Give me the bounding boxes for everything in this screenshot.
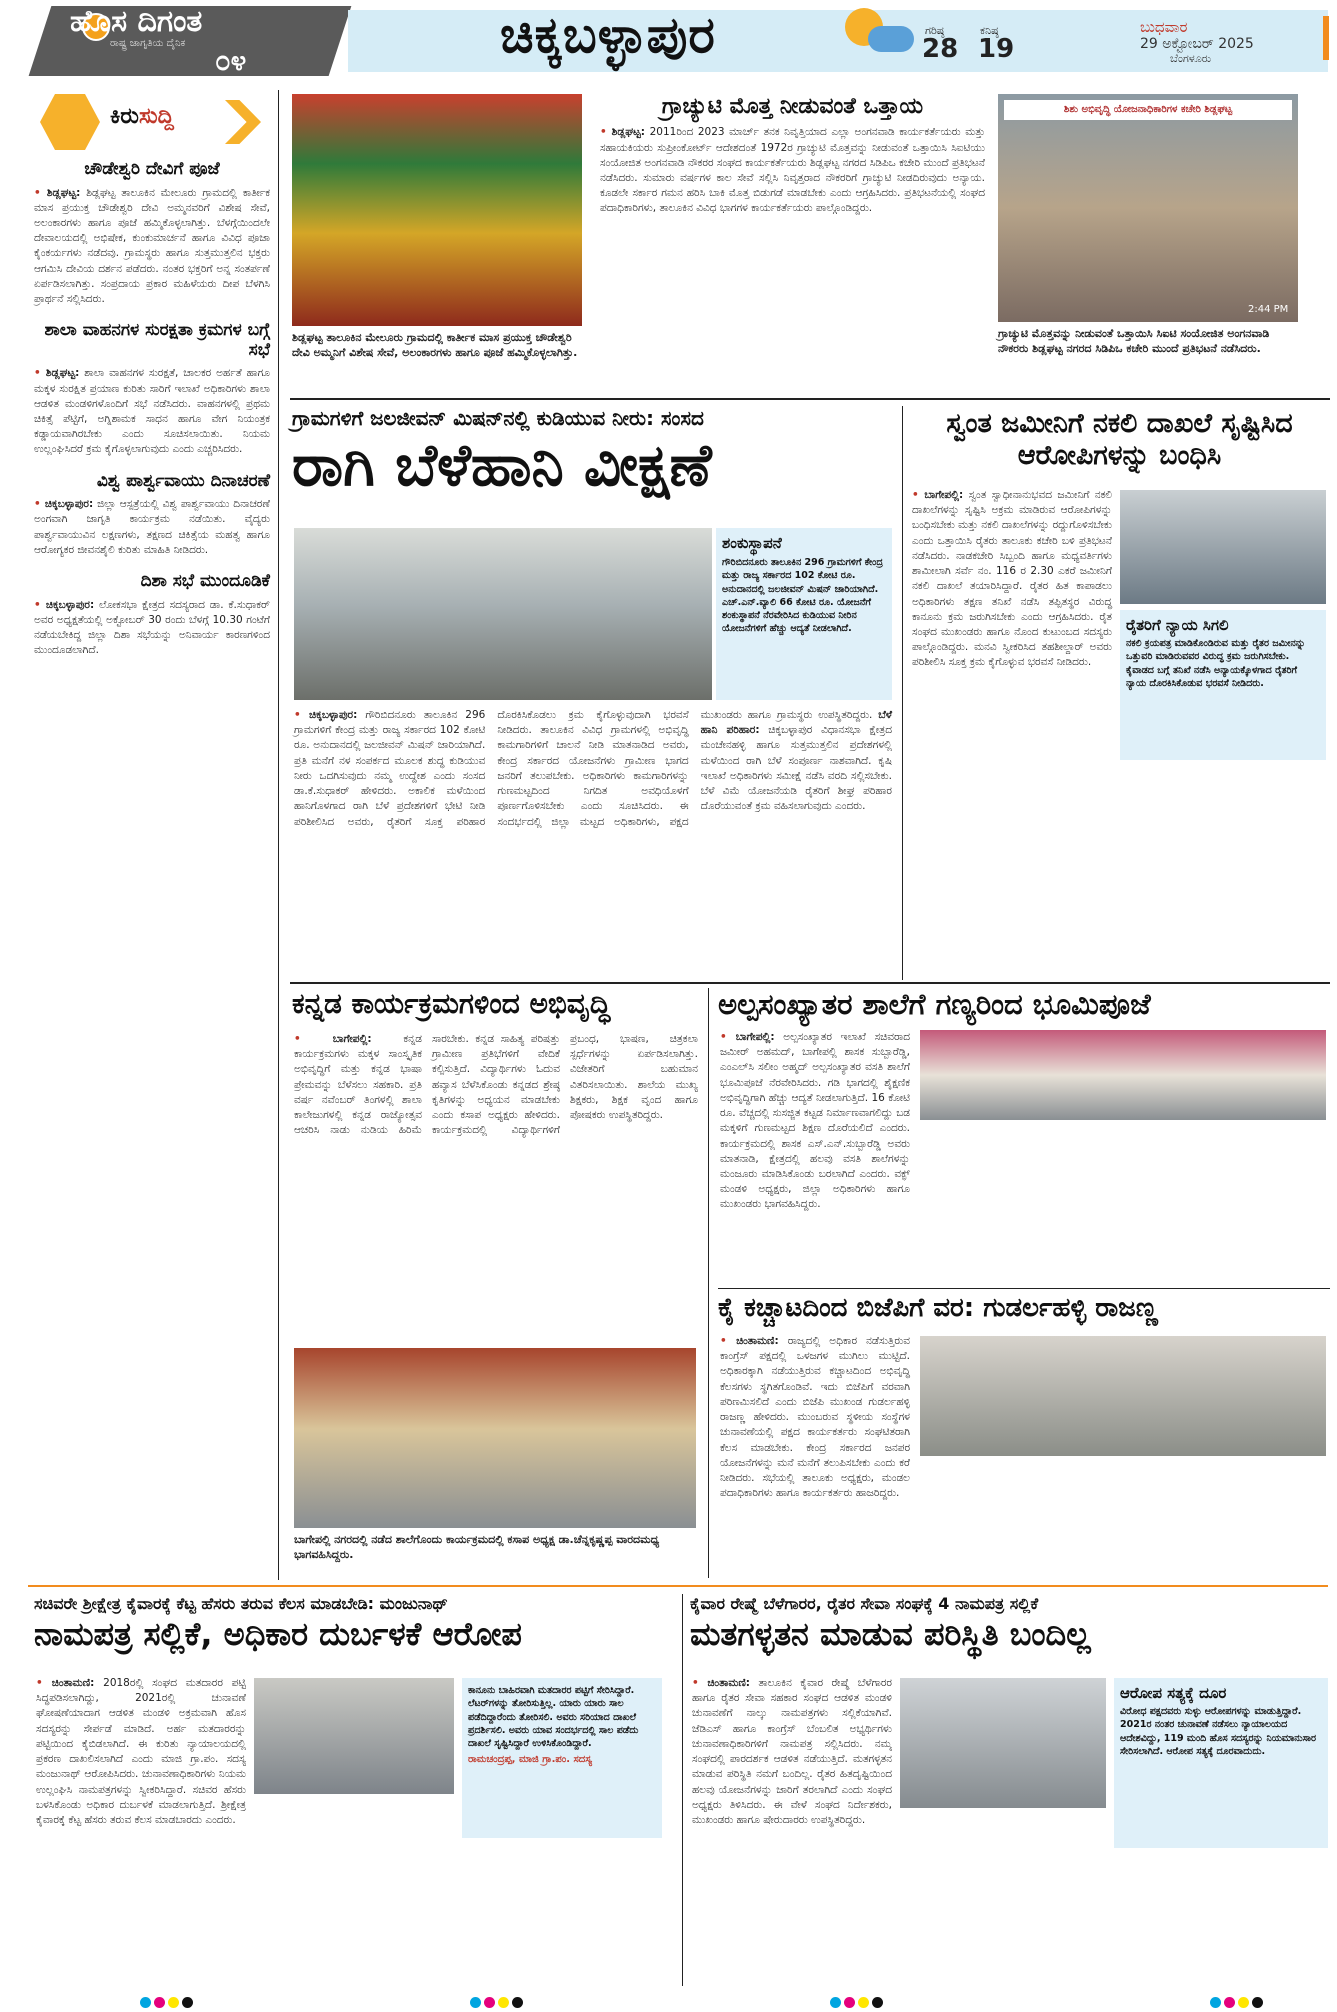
masthead bbox=[0, 0, 1337, 80]
logo-tagline: ರಾಷ್ಟ್ರ ಜಾಗೃತಿಯ ದೈನಿಕ bbox=[110, 38, 186, 49]
story-body: • ಶಿಡ್ಲಘಟ್ಟ: 2011ರಿಂದ 2023 ಮಾರ್ಚ್ ತನಕ ನಿವೃತ್ತಿಯಾದ ಎಲ್ಲಾ ಅಂಗನವಾಡಿ ಕಾರ್ಯಕರ್ತೆಯರು ಮತ್ತು ಸಹಾಯಕಿಯರು ಸುಪ್ರೀಂಕೋರ್ಟ್ ಆದೇಶದಂತೆ 1972ರ ಗ್ರಾಚ್ಯುಟಿ ಮೊತ್ತವನ್ನು ನೀಡುವಂತೆ ಒತ್ತಾಯಿಸಿ ಸಿಐಟಿಯು ಸಂಯೋಜಿತ ಅಂಗನವಾಡಿ ನೌಕರರ ಸಂಘದ ಕಾರ್ಯಕರ್ತೆಯರು ಶಿಡ್ಲಘಟ್ಟ ನಗರದ ಸಿಡಿಪಿಒ ಕಚೇರಿ ಮುಂದೆ ಪ್ರತಿಭಟನೆ ನಡೆಸಿದರು. ಸುಮಾರು ವರ್ಷಗಳ ಕಾಲ ಸೇವೆ ಸಲ್ಲಿಸಿ ನಿವೃತ್ತರಾದ ನೌಕರರಿಗೆ ಗ್ರಾಚ್ಯುಟಿ ನೀಡದಿರುವುದು ಅನ್ಯಾಯ. ಕೂಡಲೇ ಸರ್ಕಾರ ಗಮನ ಹರಿಸಿ ಬಾಕಿ ಮೊತ್ತ ಬಿಡುಗಡೆ ಮಾಡಬೇಕು ಎಂದು ಆಗ್ರಹಿಸಿದರು. ಪ್ರತಿಭಟನೆಯಲ್ಲಿ ಸಂಘದ ಪದಾಧಿಕಾರಿಗಳು, ತಾಲೂಕಿನ ವಿವಿಧ ಭಾಗಗಳ ಕಾರ್ಯಕರ್ತೆಯರು ಪಾಲ್ಗೊಂಡಿದ್ದರು. bbox=[600, 126, 985, 215]
temple-photo bbox=[292, 94, 582, 326]
temp-min: 19 bbox=[978, 34, 1015, 64]
cloud-icon bbox=[868, 26, 914, 52]
quote-text: ಕಾನೂನು ಬಾಹಿರವಾಗಿ ಮತದಾರರ ಪಟ್ಟಿಗೆ ಸೇರಿಸಿದ್ದಾರೆ. ಲೆಟರ್‌ಗಳನ್ನು ತೋರಿಸುತ್ತಿಲ್ಲ. ಯಾರು ಯಾರು ಸಾಲ ಪಡೆದಿದ್ದಾರೆಂದು ತೋರಿಸಲಿ. ಅವರು ಸರಿಯಾದ ದಾಖಲೆ ಪ್ರದರ್ಶಿಸಲಿ. ಅವರು ಯಾವ ಸಂದರ್ಭದಲ್ಲಿ ಸಾಲ ಪಡೆದು ದಾಖಲೆ ಸೃಷ್ಟಿಸಿದ್ದಾರೆ ಉಳಿಸಿಕೊಂಡಿದ್ದಾರೆ. bbox=[468, 1685, 639, 1750]
color-registration-marks bbox=[830, 1993, 886, 2005]
story-title: ಗ್ರಾಚ್ಯುಟಿ ಮೊತ್ತ ನೀಡುವಂತೆ ಒತ್ತಾಯ bbox=[661, 94, 924, 119]
story-text: 2011ರಿಂದ 2023 ಮಾರ್ಚ್ ತನಕ ನಿವೃತ್ತಿಯಾದ ಎಲ್ಲಾ ಅಂಗನವಾಡಿ ಕಾರ್ಯಕರ್ತೆಯರು ಮತ್ತು ಸಹಾಯಕಿಯರು ಸುಪ್ರೀಂಕೋರ್ಟ್ ಆದೇಶದಂತೆ 1972ರ ಗ್ರಾಚ್ಯುಟಿ ಮೊತ್ತವನ್ನು ನೀಡುವಂತೆ ಒತ್ತಾಯಿಸಿ ಸಿಐಟಿಯು ಸಂಯೋಜಿತ ಅಂಗನವಾಡಿ ನೌಕರರ ಸಂಘದ ಕಾರ್ಯಕರ್ತೆಯರು ಶಿಡ್ಲಘಟ್ಟ ನಗರದ ಸಿಡಿಪಿಒ ಕಚೇರಿ ಮುಂದೆ ಪ್ರತಿಭಟನೆ ನಡೆಸಿದರು. ಸುಮಾರು ವರ್ಷಗಳ ಕಾಲ ಸೇವೆ ಸಲ್ಲಿಸಿ ನಿವೃತ್ತರಾದ ನೌಕರರಿಗೆ ಗ್ರಾಚ್ಯುಟಿ ನೀಡದಿರುವುದು ಅನ್ಯಾಯ. ಕೂಡಲೇ ಸರ್ಕಾರ ಗಮನ ಹರಿಸಿ ಬಾಕಿ ಮೊತ್ತ ಬಿಡುಗಡೆ ಮಾಡಬೇಕು ಎಂದು ಆಗ್ರಹಿಸಿದರು. ಪ್ರತಿಭಟನೆಯಲ್ಲಿ ಸಂಘದ ಪದಾಧಿಕಾರಿಗಳು, ತಾಲೂಕಿನ ವಿವಿಧ ಭಾಗಗಳ ಕಾರ್ಯಕರ್ತೆಯರು ಪಾಲ್ಗೊಂಡಿದ್ದರು. bbox=[600, 126, 985, 215]
story-place: ಚಿಂತಾಮಣಿ: bbox=[707, 1677, 750, 1689]
box-title: ಶಂಕುಸ್ಥಾಪನೆ bbox=[722, 534, 782, 552]
lead-headline: ರಾಗಿ ಬೆಳೆಹಾನಿ ವೀಕ್ಷಣೆ bbox=[292, 431, 712, 499]
black-dot bbox=[512, 1997, 523, 2008]
story-place: ಚಿಂತಾಮಣಿ: bbox=[51, 1677, 95, 1689]
story-title: ನಾಮಪತ್ರ ಸಲ್ಲಿಕೆ, ಅಧಿಕಾರ ದುರ್ಬಳಕೆ ಆರೋಪ bbox=[34, 1615, 522, 1653]
story-body: • ಶಿಡ್ಲಘಟ್ಟ: ಶಾಲಾ ವಾಹನಗಳ ಸುರಕ್ಷತೆ, ಚಾಲಕರ ಅರ್ಹತೆ ಹಾಗೂ ಮಕ್ಕಳ ಸುರಕ್ಷಿತ ಪ್ರಯಾಣ ಕುರಿತು ಸಾರಿಗೆ ಇಲಾಖೆ ಅಧಿಕಾರಿಗಳು ಶಾಲಾ ಆಡಳಿತ ಮಂಡಳಿಗಳೊಂದಿಗೆ ಸಭೆ ನಡೆಸಿದರು. ವಾಹನಗಳಲ್ಲಿ ಪ್ರಥಮ ಚಿಕಿತ್ಸೆ ಪೆಟ್ಟಿಗೆ, ಅಗ್ನಿಶಾಮಕ ಸಾಧನ ಹಾಗೂ ವೇಗ ನಿಯಂತ್ರಕ ಕಡ್ಡಾಯವಾಗಿರಬೇಕು ಎಂದು ಸೂಚಿಸಲಾಯಿತು. ನಿಯಮ ಉಲ್ಲಂಘಿಸಿದರೆ ಕ್ರಮ ಕೈಗೊಳ್ಳಲಾಗುವುದು ಎಂದು ಎಚ್ಚರಿಸಿದರು. bbox=[34, 367, 270, 456]
land-body bbox=[912, 488, 1112, 671]
kannada-body bbox=[294, 1032, 698, 1332]
story-text: ಜಿಲ್ಲಾ ಆಸ್ಪತ್ರೆಯಲ್ಲಿ ವಿಶ್ವ ಪಾರ್ಶ್ವವಾಯು ದಿನಾಚರಣೆ ಅಂಗವಾಗಿ ಜಾಗೃತಿ ಕಾರ್ಯಕ್ರಮ ನಡೆಯಿತು. ವೈದ್ಯರು ಪಾರ್ಶ್ವವಾಯುವಿನ ಲಕ್ಷಣಗಳು, ತಕ್ಷಣದ ಚಿಕಿತ್ಸೆಯ ಮಹತ್ವ ಹಾಗೂ ಆರೋಗ್ಯಕರ ಜೀವನಶೈಲಿ ಕುರಿತು ಮಾಹಿತಿ ನೀಡಿದರು. bbox=[34, 498, 270, 556]
story-text: ಶಿಡ್ಲಘಟ್ಟ ತಾಲೂಕಿನ ಮೇಲೂರು ಗ್ರಾಮದಲ್ಲಿ ಕಾರ್ತೀಕ ಮಾಸ ಪ್ರಯುಕ್ತ ಚೌಡೇಶ್ವರಿ ದೇವಿ ಅಮ್ಮನವರಿಗೆ ವಿಶೇಷ ಸೇವೆ, ಅಲಂಕಾರಗಳು ಹಾಗೂ ಪೂಜೆ ಹಮ್ಮಿಕೊಳ್ಳಲಾಗಿತ್ತು. ಬೆಳಗ್ಗೆಯಿಂದಲೇ ದೇವಾಲಯದಲ್ಲಿ ಅಭಿಷೇಕ, ಕುಂಕುಮಾರ್ಚನೆ ಹಾಗೂ ವಿವಿಧ ಪೂಜಾ ಕೈಂಕರ್ಯಗಳು ನಡೆದವು. ಗ್ರಾಮಸ್ಥರು ಹಾಗೂ ಸುತ್ತಮುತ್ತಲಿನ ಭಕ್ತರು ಆಗಮಿಸಿ ದೇವಿಯ ದರ್ಶನ ಪಡೆದರು. ನಂತರ ಭಕ್ತರಿಗೆ ಅನ್ನ ಸಂತರ್ಪಣೆ ಏರ್ಪಡಿಸಲಾಗಿತ್ತು. ಸಂಪ್ರದಾಯ ಪ್ರಕಾರ ಮಹಿಳೆಯರು ದೀಪ ಬೆಳಗಿಸಿ ಪ್ರಾರ್ಥನೆ ಸಲ್ಲಿಸಿದರು. bbox=[34, 186, 271, 306]
section-rule bbox=[718, 1288, 1330, 1289]
cyan-dot bbox=[1210, 1997, 1221, 2008]
cyan-dot bbox=[830, 1997, 841, 2008]
protest-photo bbox=[998, 94, 1298, 322]
yellow-dot bbox=[168, 1997, 179, 2008]
lead-body bbox=[294, 708, 892, 978]
story-title: ಶಾಲಾ ವಾಹನಗಳ ಸುರಕ್ಷತಾ ಕ್ರಮಗಳ ಬಗ್ಗೆ ಸಭೆ bbox=[44, 320, 270, 360]
story-title: ಕನ್ನಡ ಕಾರ್ಯಕ್ರಮಗಳಿಂದ ಅಭಿವೃದ್ಧಿ bbox=[292, 987, 611, 1020]
story-body: • ಚಿಂತಾಮಣಿ: ತಾಲೂಕಿನ ಕೈವಾರ ರೇಷ್ಮೆ ಬೆಳೆಗಾರರ ಹಾಗೂ ರೈತರ ಸೇವಾ ಸಹಕಾರ ಸಂಘದ ಆಡಳಿತ ಮಂಡಳಿ ಚುನಾವಣೆಗೆ ನಾಲ್ಕು ನಾಮಪತ್ರಗಳು ಸಲ್ಲಿಕೆಯಾಗಿವೆ. ಜೆಡಿಎಸ್ ಹಾಗೂ ಕಾಂಗ್ರೆಸ್ ಬೆಂಬಲಿತ ಅಭ್ಯರ್ಥಿಗಳು ಚುನಾವಣಾಧಿಕಾರಿಗಳಿಗೆ ನಾಮಪತ್ರ ಸಲ್ಲಿಸಿದರು. ನಮ್ಮ ಸಂಘದಲ್ಲಿ ಪಾರದರ್ಶಕ ಆಡಳಿತ ನಡೆಯುತ್ತಿದೆ. ಮತಗಳ್ಳತನ ಮಾಡುವ ಪರಿಸ್ಥಿತಿ ನಮಗೆ ಬಂದಿಲ್ಲ. ರೈತರ ಹಿತದೃಷ್ಟಿಯಿಂದ ಹಲವು ಯೋಜನೆಗಳನ್ನು ಜಾರಿಗೆ ತರಲಾಗಿದೆ ಎಂದು ಸಂಘದ ಅಧ್ಯಕ್ಷರು ತಿಳಿಸಿದರು. ಈ ವೇಳೆ ಸಂಘದ ನಿರ್ದೇಶಕರು, ಮುಖಂಡರು ಹಾಗೂ ಷೇರುದಾರರು ಉಪಸ್ಥಿತರಿದ್ದರು. bbox=[692, 1677, 892, 1826]
story-title: ವಿಶ್ವ ಪಾರ್ಶ್ವವಾಯು ದಿನಾಚರಣೆ bbox=[96, 470, 270, 491]
story-title: ಮತಗಳ್ಳತನ ಮಾಡುವ ಪರಿಸ್ಥಿತಿ ಬಂದಿಲ್ಲ bbox=[690, 1615, 1091, 1653]
lead-sidebox bbox=[716, 528, 892, 700]
vote-theft-sidebox bbox=[1114, 1678, 1328, 1848]
minority-photo bbox=[920, 1030, 1326, 1120]
temp-max: 28 bbox=[922, 34, 959, 64]
bjp-story bbox=[718, 1294, 1330, 1324]
story-text: 2018ರಲ್ಲಿ ಸಂಘದ ಮತದಾರರ ಪಟ್ಟಿ ಸಿದ್ಧಪಡಿಸಲಾಗಿದ್ದು, 2021ರಲ್ಲಿ ಚುನಾವಣೆ ಘೋಷಣೆಯಾದಾಗ ಆಡಳಿತ ಮಂಡಳಿ ಅಕ್ರಮವಾಗಿ ಹೊಸ ಸದಸ್ಯರನ್ನು ಸೇರ್ಪಡೆ ಮಾಡಿದೆ. ಅರ್ಹ ಮತದಾರರನ್ನು ಪಟ್ಟಿಯಿಂದ ಕೈಬಿಡಲಾಗಿದೆ. ಈ ಕುರಿತು ನ್ಯಾಯಾಲಯದಲ್ಲಿ ಪ್ರಕರಣ ದಾಖಲಿಸಲಾಗಿದೆ ಎಂದು ಮಾಜಿ ಗ್ರಾ.ಪಂ. ಸದಸ್ಯ ಮಂಜುನಾಥ್ ಆರೋಪಿಸಿದರು. ಚುನಾವಣಾಧಿಕಾರಿಗಳು ನಿಯಮ ಉಲ್ಲಂಘಿಸಿ ನಾಮಪತ್ರಗಳನ್ನು ಸ್ವೀಕರಿಸಿದ್ದಾರೆ. ಸಚಿವರ ಹೆಸರು ಬಳಸಿಕೊಂಡು ಅಧಿಕಾರ ದುರ್ಬಳಕೆ ಮಾಡಲಾಗುತ್ತಿದೆ. ಶ್ರೀಕ್ಷೇತ್ರ ಕೈವಾರಕ್ಕೆ ಕೆಟ್ಟ ಹೆಸರು ತರುವ ಕೆಲಸ ಮಾಡಬಾರದು ಎಂದರು. bbox=[36, 1677, 246, 1826]
story-title: ಚೌಡೇಶ್ವರಿ ದೇವಿಗೆ ಪೂಜೆ bbox=[84, 159, 220, 179]
land-photo bbox=[1120, 490, 1326, 604]
story-place: ಶಿಡ್ಲಘಟ್ಟ: bbox=[611, 126, 645, 139]
nomination-photo bbox=[254, 1678, 454, 1794]
story-body: • ಚಿಂತಾಮಣಿ: ರಾಜ್ಯದಲ್ಲಿ ಅಧಿಕಾರ ನಡೆಸುತ್ತಿರುವ ಕಾಂಗ್ರೆಸ್ ಪಕ್ಷದಲ್ಲಿ ಒಳಜಗಳ ಮುಗಿಲು ಮುಟ್ಟಿದೆ. ಅಧಿಕಾರಕ್ಕಾಗಿ ನಡೆಯುತ್ತಿರುವ ಕಚ್ಚಾಟದಿಂದ ಅಭಿವೃದ್ಧಿ ಕೆಲಸಗಳು ಸ್ಥಗಿತಗೊಂಡಿವೆ. ಇದು ಬಿಜೆಪಿಗೆ ವರವಾಗಿ ಪರಿಣಮಿಸಲಿದೆ ಎಂದು ಬಿಜೆಪಿ ಮುಖಂಡ ಗುಡರ್ಲಹಳ್ಳಿ ರಾಜಣ್ಣ ಹೇಳಿದರು. ಮುಂಬರುವ ಸ್ಥಳೀಯ ಸಂಸ್ಥೆಗಳ ಚುನಾವಣೆಯಲ್ಲಿ ಪಕ್ಷದ ಕಾರ್ಯಕರ್ತರು ಸಂಘಟಿತರಾಗಿ ಕೆಲಸ ಮಾಡಬೇಕು. ಕೇಂದ್ರ ಸರ್ಕಾರದ ಜನಪರ ಯೋಜನೆಗಳನ್ನು ಮನೆ ಮನೆಗೆ ತಲುಪಿಸಬೇಕು ಎಂದು ಕರೆ ನೀಡಿದರು. ಸಭೆಯಲ್ಲಿ ತಾಲೂಕು ಅಧ್ಯಕ್ಷರು, ಮಂಡಲ ಪದಾಧಿಕಾರಿಗಳು ಹಾಗೂ ಕಾರ್ಯಕರ್ತರು ಹಾಜರಿದ್ದರು. bbox=[720, 1335, 910, 1500]
story-text: ಶಾಲಾ ವಾಹನಗಳ ಸುರಕ್ಷತೆ, ಚಾಲಕರ ಅರ್ಹತೆ ಹಾಗೂ ಮಕ್ಕಳ ಸುರಕ್ಷಿತ ಪ್ರಯಾಣ ಕುರಿತು ಸಾರಿಗೆ ಇಲಾಖೆ ಅಧಿಕಾರಿಗಳು ಶಾಲಾ ಆಡಳಿತ ಮಂಡಳಿಗಳೊಂದಿಗೆ ಸಭೆ ನಡೆಸಿದರು. ವಾಹನಗಳಲ್ಲಿ ಪ್ರಥಮ ಚಿಕಿತ್ಸೆ ಪೆಟ್ಟಿಗೆ, ಅಗ್ನಿಶಾಮಕ ಸಾಧನ ಹಾಗೂ ವೇಗ ನಿಯಂತ್ರಕ ಕಡ್ಡಾಯವಾಗಿರಬೇಕು ಎಂದು ಸೂಚಿಸಲಾಯಿತು. ನಿಯಮ ಉಲ್ಲಂಘಿಸಿದರೆ ಕ್ರಮ ಕೈಗೊಳ್ಳಲಾಗುವುದು ಎಂದು ಎಚ್ಚರಿಸಿದರು. bbox=[34, 367, 270, 456]
column-rule bbox=[682, 1594, 683, 1986]
dateline bbox=[1140, 18, 1325, 70]
story-place: ಬಾಗೇಪಲ್ಲಿ: bbox=[924, 489, 964, 501]
story-text: ತಾಲೂಕಿನ ಕೈವಾರ ರೇಷ್ಮೆ ಬೆಳೆಗಾರರ ಹಾಗೂ ರೈತರ ಸೇವಾ ಸಹಕಾರ ಸಂಘದ ಆಡಳಿತ ಮಂಡಳಿ ಚುನಾವಣೆಗೆ ನಾಲ್ಕು ನಾಮಪತ್ರಗಳು ಸಲ್ಲಿಕೆಯಾಗಿವೆ. ಜೆಡಿಎಸ್ ಹಾಗೂ ಕಾಂಗ್ರೆಸ್ ಬೆಂಬಲಿತ ಅಭ್ಯರ್ಥಿಗಳು ಚುನಾವಣಾಧಿಕಾರಿಗಳಿಗೆ ನಾಮಪತ್ರ ಸಲ್ಲಿಸಿದರು. ನಮ್ಮ ಸಂಘದಲ್ಲಿ ಪಾರದರ್ಶಕ ಆಡಳಿತ ನಡೆಯುತ್ತಿದೆ. ಮತಗಳ್ಳತನ ಮಾಡುವ ಪರಿಸ್ಥಿತಿ ನಮಗೆ ಬಂದಿಲ್ಲ. ರೈತರ ಹಿತದೃಷ್ಟಿಯಿಂದ ಹಲವು ಯೋಜನೆಗಳನ್ನು ಜಾರಿಗೆ ತರಲಾಗಿದೆ ಎಂದು ಸಂಘದ ಅಧ್ಯಕ್ಷರು ತಿಳಿಸಿದರು. ಈ ವೇಳೆ ಸಂಘದ ನಿರ್ದೇಶಕರು, ಮುಖಂಡರು ಹಾಗೂ ಷೇರುದಾರರು ಉಪಸ್ಥಿತರಿದ್ದರು. bbox=[692, 1677, 892, 1826]
story-place: ಚಿಂತಾಮಣಿ: bbox=[736, 1335, 779, 1347]
kirusuddi-label-b: ಸುದ್ದಿ bbox=[138, 104, 174, 129]
story-place: ಶಿಡ್ಲಘಟ್ಟ: bbox=[46, 186, 81, 199]
black-dot bbox=[1252, 1997, 1263, 2008]
story-title: ದಿಶಾ ಸಭೆ ಮುಂದೂಡಿಕೆ bbox=[140, 571, 270, 592]
newspaper-logo: ಹೊಸ ದಿಗಂತ bbox=[70, 4, 203, 39]
chevron-right-icon bbox=[225, 100, 261, 144]
color-registration-marks bbox=[140, 1993, 196, 2005]
date: 29 ಅಕ್ಟೋಬರ್ 2025 bbox=[1140, 36, 1254, 52]
story-body: • ಚಿಂತಾಮಣಿ: 2018ರಲ್ಲಿ ಸಂಘದ ಮತದಾರರ ಪಟ್ಟಿ ಸಿದ್ಧಪಡಿಸಲಾಗಿದ್ದು, 2021ರಲ್ಲಿ ಚುನಾವಣೆ ಘೋಷಣೆಯಾದಾಗ ಆಡಳಿತ ಮಂಡಳಿ ಅಕ್ರಮವಾಗಿ ಹೊಸ ಸದಸ್ಯರನ್ನು ಸೇರ್ಪಡೆ ಮಾಡಿದೆ. ಅರ್ಹ ಮತದಾರರನ್ನು ಪಟ್ಟಿಯಿಂದ ಕೈಬಿಡಲಾಗಿದೆ. ಈ ಕುರಿತು ನ್ಯಾಯಾಲಯದಲ್ಲಿ ಪ್ರಕರಣ ದಾಖಲಿಸಲಾಗಿದೆ ಎಂದು ಮಾಜಿ ಗ್ರಾ.ಪಂ. ಸದಸ್ಯ ಮಂಜುನಾಥ್ ಆರೋಪಿಸಿದರು. ಚುನಾವಣಾಧಿಕಾರಿಗಳು ನಿಯಮ ಉಲ್ಲಂಘಿಸಿ ನಾಮಪತ್ರಗಳನ್ನು ಸ್ವೀಕರಿಸಿದ್ದಾರೆ. ಸಚಿವರ ಹೆಸರು ಬಳಸಿಕೊಂಡು ಅಧಿಕಾರ ದುರ್ಬಳಕೆ ಮಾಡಲಾಗುತ್ತಿದೆ. ಶ್ರೀಕ್ಷೇತ್ರ ಕೈವಾರಕ್ಕೆ ಕೆಟ್ಟ ಹೆಸರು ತರುವ ಕೆಲಸ ಮಾಡಬಾರದು ಎಂದರು. bbox=[36, 1677, 246, 1826]
story-kicker: ಸಚಿವರೇ ಶ್ರೀಕ್ಷೇತ್ರ ಕೈವಾರಕ್ಕೆ ಕೆಟ್ಟ ಹೆಸರು ತರುವ ಕೆಲಸ ಮಾಡಬೇಡಿ: ಮಂಜುನಾಥ್ bbox=[34, 1594, 448, 1613]
kirusuddi-label-a: ಕಿರು bbox=[110, 104, 139, 129]
section-rule bbox=[28, 1585, 1328, 1587]
lead-story bbox=[292, 406, 892, 499]
story-place: ಚಿಕ್ಕಬಳ್ಳಾಪುರ: bbox=[45, 598, 95, 611]
land-story bbox=[912, 408, 1327, 473]
day: ಬುಧವಾರ bbox=[1140, 18, 1188, 36]
yellow-dot bbox=[498, 1997, 509, 2008]
section-rule bbox=[290, 982, 1330, 984]
story-text: ರಾಜ್ಯದಲ್ಲಿ ಅಧಿಕಾರ ನಡೆಸುತ್ತಿರುವ ಕಾಂಗ್ರೆಸ್ ಪಕ್ಷದಲ್ಲಿ ಒಳಜಗಳ ಮುಗಿಲು ಮುಟ್ಟಿದೆ. ಅಧಿಕಾರಕ್ಕಾಗಿ ನಡೆಯುತ್ತಿರುವ ಕಚ್ಚಾಟದಿಂದ ಅಭಿವೃದ್ಧಿ ಕೆಲಸಗಳು ಸ್ಥಗಿತಗೊಂಡಿವೆ. ಇದು ಬಿಜೆಪಿಗೆ ವರವಾಗಿ ಪರಿಣಮಿಸಲಿದೆ ಎಂದು ಬಿಜೆಪಿ ಮುಖಂಡ ಗುಡರ್ಲಹಳ್ಳಿ ರಾಜಣ್ಣ ಹೇಳಿದರು. ಮುಂಬರುವ ಸ್ಥಳೀಯ ಸಂಸ್ಥೆಗಳ ಚುನಾವಣೆಯಲ್ಲಿ ಪಕ್ಷದ ಕಾರ್ಯಕರ್ತರು ಸಂಘಟಿತರಾಗಿ ಕೆಲಸ ಮಾಡಬೇಕು. ಕೇಂದ್ರ ಸರ್ಕಾರದ ಜನಪರ ಯೋಜನೆಗಳನ್ನು ಮನೆ ಮನೆಗೆ ತಲುಪಿಸಬೇಕು ಎಂದು ಕರೆ ನೀಡಿದರು. ಸಭೆಯಲ್ಲಿ ತಾಲೂಕು ಅಧ್ಯಕ್ಷರು, ಮಂಡಲ ಪದಾಧಿಕಾರಿಗಳು ಹಾಗೂ ಕಾರ್ಯಕರ್ತರು ಹಾಜರಿದ್ದರು. bbox=[720, 1335, 910, 1500]
temp-min-label: ಕನಿಷ್ಠ bbox=[980, 24, 999, 37]
section-rule bbox=[290, 398, 1330, 400]
lead-photo bbox=[294, 528, 712, 700]
story-body: • ಚಿಕ್ಕಬಳ್ಳಾಪುರ: ಗೌರಿಬಿದನೂರು ತಾಲೂಕಿನ 296 ಗ್ರಾಮಗಳಿಗೆ ಕೇಂದ್ರ ಮತ್ತು ರಾಜ್ಯ ಸರ್ಕಾರದ 102 ಕೋಟಿ ರೂ. ಅನುದಾನದಲ್ಲಿ ಜಲಜೀವನ್ ಮಿಷನ್ ಜಾರಿಯಾಗಿದೆ. ಪ್ರತಿ ಮನೆಗೆ ನಳ ಸಂಪರ್ಕದ ಮೂಲಕ ಶುದ್ಧ ಕುಡಿಯುವ ನೀರು ಒದಗಿಸುವುದು ನಮ್ಮ ಉದ್ದೇಶ ಎಂದು ಸಂಸದ ಡಾ.ಕೆ.ಸುಧಾಕರ್ ಹೇಳಿದರು. ಅಕಾಲಿಕ ಮಳೆಯಿಂದ ಹಾನಿಗೊಳಗಾದ ರಾಗಿ ಬೆಳೆ ಪ್ರದೇಶಗಳಿಗೆ ಭೇಟಿ ನೀಡಿ ಪರಿಶೀಲಿಸಿದ ಅವರು, ರೈತರಿಗೆ ಸೂಕ್ತ ಪರಿಹಾರ ದೊರಕಿಸಿಕೊಡಲು ಕ್ರಮ ಕೈಗೊಳ್ಳುವುದಾಗಿ ಭರವಸೆ ನೀಡಿದರು. ತಾಲೂಕಿನ ವಿವಿಧ ಗ್ರಾಮಗಳಲ್ಲಿ ಅಭಿವೃದ್ಧಿ ಕಾಮಗಾರಿಗಳಿಗೆ ಚಾಲನೆ ನೀಡಿ ಮಾತನಾಡಿದ ಅವರು, ಕೇಂದ್ರ ಸರ್ಕಾರದ ಯೋಜನೆಗಳು ಗ್ರಾಮೀಣ ಭಾಗದ ಜನರಿಗೆ ತಲುಪಬೇಕು. ಅಧಿಕಾರಿಗಳು ಕಾಮಗಾರಿಗಳನ್ನು ಗುಣಮಟ್ಟದಿಂದ ನಿಗದಿತ ಅವಧಿಯೊಳಗೆ ಪೂರ್ಣಗೊಳಿಸಬೇಕು ಎಂದು ಸೂಚಿಸಿದರು. ಈ ಸಂದರ್ಭದಲ್ಲಿ ಜಿಲ್ಲಾ ಮಟ್ಟದ ಅಧಿಕಾರಿಗಳು, ಪಕ್ಷದ ಮುಖಂಡರು ಹಾಗೂ ಗ್ರಾಮಸ್ಥರು ಉಪಸ್ಥಿತರಿದ್ದರು. ಬೆಳೆ ಹಾನಿ ಪರಿಹಾರ: ಚಿಕ್ಕಬಳ್ಳಾಪುರ ವಿಧಾನಸಭಾ ಕ್ಷೇತ್ರದ ಮಂಚೇನಹಳ್ಳಿ ಹಾಗೂ ಸುತ್ತಮುತ್ತಲಿನ ಪ್ರದೇಶಗಳಲ್ಲಿ ಮಳೆಯಿಂದ ರಾಗಿ ಬೆಳೆ ಸಂಪೂರ್ಣ ನಾಶವಾಗಿದೆ. ಕೃಷಿ ಇಲಾಖೆ ಅಧಿಕಾರಿಗಳು ಸಮೀಕ್ಷೆ ನಡೆಸಿ ವರದಿ ಸಲ್ಲಿಸಬೇಕು. ಬೆಳೆ ವಿಮೆ ಯೋಜನೆಯಡಿ ರೈತರಿಗೆ ಶೀಘ್ರ ಪರಿಹಾರ ದೊರೆಯುವಂತೆ ಕ್ರಮ ವಹಿಸಲಾಗುವುದು ಎಂದರು. bbox=[294, 709, 892, 828]
left-column bbox=[34, 160, 270, 659]
yellow-dot bbox=[1238, 1997, 1249, 2008]
bjp-photo bbox=[920, 1336, 1326, 1456]
vote-theft-body bbox=[692, 1676, 892, 1986]
story-place: ಚಿಕ್ಕಬಳ್ಳಾಪುರ: bbox=[44, 498, 94, 511]
story-place: ಬಾಗೇಪಲ್ಲಿ: bbox=[332, 1033, 372, 1045]
story-body: • ಶಿಡ್ಲಘಟ್ಟ: ಶಿಡ್ಲಘಟ್ಟ ತಾಲೂಕಿನ ಮೇಲೂರು ಗ್ರಾಮದಲ್ಲಿ ಕಾರ್ತೀಕ ಮಾಸ ಪ್ರಯುಕ್ತ ಚೌಡೇಶ್ವರಿ ದೇವಿ ಅಮ್ಮನವರಿಗೆ ವಿಶೇಷ ಸೇವೆ, ಅಲಂಕಾರಗಳು ಹಾಗೂ ಪೂಜೆ ಹಮ್ಮಿಕೊಳ್ಳಲಾಗಿತ್ತು. ಬೆಳಗ್ಗೆಯಿಂದಲೇ ದೇವಾಲಯದಲ್ಲಿ ಅಭಿಷೇಕ, ಕುಂಕುಮಾರ್ಚನೆ ಹಾಗೂ ವಿವಿಧ ಪೂಜಾ ಕೈಂಕರ್ಯಗಳು ನಡೆದವು. ಗ್ರಾಮಸ್ಥರು ಹಾಗೂ ಸುತ್ತಮುತ್ತಲಿನ ಭಕ್ತರು ಆಗಮಿಸಿ ದೇವಿಯ ದರ್ಶನ ಪಡೆದರು. ನಂತರ ಭಕ್ತರಿಗೆ ಅನ್ನ ಸಂತರ್ಪಣೆ ಏರ್ಪಡಿಸಲಾಗಿತ್ತು. ಸಂಪ್ರದಾಯ ಪ್ರಕಾರ ಮಹಿಳೆಯರು ದೀಪ ಬೆಳಗಿಸಿ ಪ್ರಾರ್ಥನೆ ಸಲ್ಲಿಸಿದರು. bbox=[34, 186, 271, 306]
story-place: ಶಿಡ್ಲಘಟ್ಟ: bbox=[45, 367, 80, 380]
story-kicker: ಕೈವಾರ ರೇಷ್ಮೆ ಬೆಳೆಗಾರರ, ರೈತರ ಸೇವಾ ಸಂಘಕ್ಕೆ 4 ನಾಮಪತ್ರ ಸಲ್ಲಿಕೆ bbox=[690, 1594, 1039, 1613]
vote-theft-story bbox=[690, 1594, 1330, 1653]
story-body: • ಚಿಕ್ಕಬಳ್ಳಾಪುರ: ಲೋಕಸಭಾ ಕ್ಷೇತ್ರದ ಸದಸ್ಯರಾದ ಡಾ. ಕೆ.ಸುಧಾಕರ್ ಅವರ ಅಧ್ಯಕ್ಷತೆಯಲ್ಲಿ ಅಕ್ಟೋಬರ್ 30 ರಂದು ಬೆಳಗ್ಗೆ 10.30 ಗಂಟೆಗೆ ನಡೆಯಬೇಕಿದ್ದ ಜಿಲ್ಲಾ ದಿಶಾ ಸಭೆಯನ್ನು ಅನಿವಾರ್ಯ ಕಾರಣಗಳಿಂದ ಮುಂದೂಡಲಾಗಿದೆ. bbox=[34, 598, 270, 657]
pointing-hand-icon bbox=[40, 94, 100, 150]
magenta-dot bbox=[154, 1997, 165, 2008]
photo-caption: ಶಿಡ್ಲಘಟ್ಟ ತಾಲೂಕಿನ ಮೇಲೂರು ಗ್ರಾಮದಲ್ಲಿ ಕಾರ್ತೀಕ ಮಾಸ ಪ್ರಯುಕ್ತ ಚೌಡೇಶ್ವರಿ ದೇವಿ ಅಮ್ಮನಿಗೆ ವಿಶೇಷ ಸೇವೆ, ಅಲಂಕಾರಗಳು ಹಾಗೂ ಪೂಜೆ ಹಮ್ಮಿಕೊಳ್ಳಲಾಗಿತ್ತು. bbox=[292, 331, 578, 360]
city-title: ಚಿಕ್ಕಬಳ್ಳಾಪುರ bbox=[500, 6, 716, 64]
box-body: ವಿರೋಧ ಪಕ್ಷದವರು ಸುಳ್ಳು ಆರೋಪಗಳನ್ನು ಮಾಡುತ್ತಿದ್ದಾರೆ. 2021ರ ನಂತರ ಚುನಾವಣೆ ನಡೆಸಲು ನ್ಯಾಯಾಲಯದ ಆದೇಶವಿದ್ದು, 119 ಮಂದಿ ಹೊಸ ಸದಸ್ಯರನ್ನು ನಿಯಮಾನುಸಾರ ಸೇರಿಸಲಾಗಿದೆ. ಆರೋಪ ಸತ್ಯಕ್ಕೆ ದೂರವಾದುದು. bbox=[1120, 1706, 1317, 1757]
kannada-story bbox=[292, 988, 698, 1020]
nomination-story bbox=[34, 1594, 674, 1653]
story-text: ಕನ್ನಡ ಕಾರ್ಯಕ್ರಮಗಳು ಮಕ್ಕಳ ಸಾಂಸ್ಕೃತಿಕ ಅಭಿವೃದ್ಧಿಗೆ ಮತ್ತು ಕನ್ನಡ ಭಾಷಾ ಪ್ರೇಮವನ್ನು ಬೆಳೆಸಲು ಸಹಕಾರಿ. ಪ್ರತಿ ವರ್ಷ ನವೆಂಬರ್ ತಿಂಗಳಲ್ಲಿ ಶಾಲಾ ಕಾಲೇಜುಗಳಲ್ಲಿ ಕನ್ನಡ ರಾಜ್ಯೋತ್ಸವ ಆಚರಿಸಿ ನಾಡು ನುಡಿಯ ಹಿರಿಮೆ ಸಾರಬೇಕು. ಕನ್ನಡ ಸಾಹಿತ್ಯ ಪರಿಷತ್ತು ಗ್ರಾಮೀಣ ಪ್ರತಿಭೆಗಳಿಗೆ ವೇದಿಕೆ ಕಲ್ಪಿಸುತ್ತಿದೆ. ವಿದ್ಯಾರ್ಥಿಗಳು ಓದುವ ಹವ್ಯಾಸ ಬೆಳೆಸಿಕೊಂಡು ಕನ್ನಡದ ಶ್ರೇಷ್ಠ ಕೃತಿಗಳನ್ನು ಅಧ್ಯಯನ ಮಾಡಬೇಕು ಎಂದು ಕಸಾಪ ಅಧ್ಯಕ್ಷರು ಹೇಳಿದರು. ಕಾರ್ಯಕ್ರಮದಲ್ಲಿ ವಿದ್ಯಾರ್ಥಿಗಳಿಗೆ ಪ್ರಬಂಧ, ಭಾಷಣ, ಚಿತ್ರಕಲಾ ಸ್ಪರ್ಧೆಗಳನ್ನು ಏರ್ಪಡಿಸಲಾಗಿತ್ತು. ವಿಜೇತರಿಗೆ ಬಹುಮಾನ ವಿತರಿಸಲಾಯಿತು. ಶಾಲೆಯ ಮುಖ್ಯ ಶಿಕ್ಷಕರು, ಶಿಕ್ಷಕ ವೃಂದ ಹಾಗೂ ಪೋಷಕರು ಉಪಸ್ಥಿತರಿದ್ದರು. bbox=[294, 1033, 698, 1137]
story-body: • ಬಾಗೇಪಲ್ಲಿ: ಅಲ್ಪಸಂಖ್ಯಾತರ ಇಲಾಖೆ ಸಚಿವರಾದ ಜಮೀರ್ ಅಹಮದ್, ಬಾಗೇಪಲ್ಲಿ ಶಾಸಕ ಸುಬ್ಬಾರೆಡ್ಡಿ, ಎಂಎಲ್‌ಸಿ ಸಲೀಂ ಅಹ್ಮದ್ ಅಲ್ಪಸಂಖ್ಯಾತರ ವಸತಿ ಶಾಲೆಗೆ ಭೂಮಿಪೂಜೆ ನೆರವೇರಿಸಿದರು. ಗಡಿ ಭಾಗದಲ್ಲಿ ಶೈಕ್ಷಣಿಕ ಅಭಿವೃದ್ಧಿಗಾಗಿ ಹೆಚ್ಚು ಆದ್ಯತೆ ನೀಡಲಾಗುತ್ತಿದೆ. 16 ಕೋಟಿ ರೂ. ವೆಚ್ಚದಲ್ಲಿ ಸುಸಜ್ಜಿತ ಕಟ್ಟಡ ನಿರ್ಮಾಣವಾಗಲಿದ್ದು ಬಡ ಮಕ್ಕಳಿಗೆ ಗುಣಮಟ್ಟದ ಶಿಕ್ಷಣ ದೊರೆಯಲಿದೆ ಎಂದರು. ಕಾರ್ಯಕ್ರಮದಲ್ಲಿ ಶಾಸಕ ಎಸ್.ಎನ್.ಸುಬ್ಬಾರೆಡ್ಡಿ ಅವರು ಮಾತನಾಡಿ, ಕ್ಷೇತ್ರದಲ್ಲಿ ಹಲವು ವಸತಿ ಶಾಲೆಗಳನ್ನು ಮಂಜೂರು ಮಾಡಿಸಿಕೊಂಡು ಬರಲಾಗಿದೆ ಎಂದರು. ವಕ್ಫ್ ಮಂಡಳಿ ಅಧ್ಯಕ್ಷರು, ಜಿಲ್ಲಾ ಅಧಿಕಾರಿಗಳು ಹಾಗೂ ಮುಖಂಡರು ಭಾಗವಹಿಸಿದ್ದರು. bbox=[720, 1031, 911, 1211]
minority-story bbox=[718, 988, 1330, 1021]
story-place: ಚಿಕ್ಕಬಳ್ಳಾಪುರ: bbox=[309, 709, 358, 721]
photo-caption: ಗ್ರಾಚ್ಯುಟಿ ಮೊತ್ತವನ್ನು ನೀಡುವಂತೆ ಒತ್ತಾಯಿಸಿ ಸಿಐಟಿ ಸಂಯೋಜಿತ ಅಂಗನವಾಡಿ ನೌಕರರು ಶಿಡ್ಲಘಟ್ಟ ನಗರದ ಸಿಡಿಪಿಒ ಕಚೇರಿ ಮುಂದೆ ಪ್ರತಿಭಟನೆ ನಡೆಸಿದರು. bbox=[998, 327, 1270, 356]
page-number: ೦೪ bbox=[215, 44, 247, 77]
edition-place: ಬೆಂಗಳೂರು bbox=[1170, 52, 1212, 65]
black-dot bbox=[182, 1997, 193, 2008]
color-registration-marks bbox=[470, 1993, 526, 2005]
color-registration-marks bbox=[1210, 1993, 1266, 2005]
story-text: ಲೋಕಸಭಾ ಕ್ಷೇತ್ರದ ಸದಸ್ಯರಾದ ಡಾ. ಕೆ.ಸುಧಾಕರ್ ಅವರ ಅಧ್ಯಕ್ಷತೆಯಲ್ಲಿ ಅಕ್ಟೋಬರ್ 30 ರಂದು ಬೆಳಗ್ಗೆ 10.30 ಗಂಟೆಗೆ ನಡೆಯಬೇಕಿದ್ದ ಜಿಲ್ಲಾ ದಿಶಾ ಸಭೆಯನ್ನು ಅನಿವಾರ್ಯ ಕಾರಣಗಳಿಂದ ಮುಂದೂಡಲಾಗಿದೆ. bbox=[34, 598, 270, 657]
magenta-dot bbox=[1224, 1997, 1235, 2008]
black-dot bbox=[872, 1997, 883, 2008]
office-signboard: ಶಿಶು ಅಭಿವೃದ್ಧಿ ಯೋಜನಾಧಿಕಾರಿಗಳ ಕಚೇರಿ ಶಿಡ್ಲಘಟ್ಟ bbox=[1004, 100, 1292, 120]
yellow-dot bbox=[858, 1997, 869, 2008]
quote-box bbox=[462, 1678, 662, 1838]
story-place: ಬಾಗೇಪಲ್ಲಿ: bbox=[735, 1031, 775, 1043]
box-body: ನಕಲಿ ಕ್ರಯಪತ್ರ ಮಾಡಿಕೊಂಡಿರುವ ಮತ್ತು ರೈತರ ಜಮೀನನ್ನು ಒತ್ತುವರಿ ಮಾಡಿರುವವರ ವಿರುದ್ಧ ಕ್ರಮ ಜರುಗಿಸಬೇಕು. ಕೈವಾಡದ ಬಗ್ಗೆ ತನಿಖೆ ನಡೆಸಿ ಅನ್ಯಾಯಕ್ಕೊಳಗಾದ ರೈತರಿಗೆ ನ್ಯಾಯ ದೊರಕಿಸಿಕೊಡುವ ಭರವಸೆ ನೀಡಿದರು. bbox=[1126, 638, 1306, 689]
magenta-dot bbox=[484, 1997, 495, 2008]
minority-body-left bbox=[720, 1030, 910, 1280]
vote-theft-photo bbox=[900, 1678, 1106, 1808]
kirusuddi-banner bbox=[40, 94, 260, 150]
story-text: ಅಲ್ಪಸಂಖ್ಯಾತರ ಇಲಾಖೆ ಸಚಿವರಾದ ಜಮೀರ್ ಅಹಮದ್, ಬಾಗೇಪಲ್ಲಿ ಶಾಸಕ ಸುಬ್ಬಾರೆಡ್ಡಿ, ಎಂಎಲ್‌ಸಿ ಸಲೀಂ ಅಹ್ಮದ್ ಅಲ್ಪಸಂಖ್ಯಾತರ ವಸತಿ ಶಾಲೆಗೆ ಭೂಮಿಪೂಜೆ ನೆರವೇರಿಸಿದರು. ಗಡಿ ಭಾಗದಲ್ಲಿ ಶೈಕ್ಷಣಿಕ ಅಭಿವೃದ್ಧಿಗಾಗಿ ಹೆಚ್ಚು ಆದ್ಯತೆ ನೀಡಲಾಗುತ್ತಿದೆ. 16 ಕೋಟಿ ರೂ. ವೆಚ್ಚದಲ್ಲಿ ಸುಸಜ್ಜಿತ ಕಟ್ಟಡ ನಿರ್ಮಾಣವಾಗಲಿದ್ದು ಬಡ ಮಕ್ಕಳಿಗೆ ಗುಣಮಟ್ಟದ ಶಿಕ್ಷಣ ದೊರೆಯಲಿದೆ ಎಂದರು. ಕಾರ್ಯಕ್ರಮದಲ್ಲಿ ಶಾಸಕ ಎಸ್.ಎನ್.ಸುಬ್ಬಾರೆಡ್ಡಿ ಅವರು ಮಾತನಾಡಿ, ಕ್ಷೇತ್ರದಲ್ಲಿ ಹಲವು ವಸತಿ ಶಾಲೆಗಳನ್ನು ಮಂಜೂರು ಮಾಡಿಸಿಕೊಂಡು ಬರಲಾಗಿದೆ ಎಂದರು. ವಕ್ಫ್ ಮಂಡಳಿ ಅಧ್ಯಕ್ಷರು, ಜಿಲ್ಲಾ ಅಧಿಕಾರಿಗಳು ಹಾಗೂ ಮುಖಂಡರು ಭಾಗವಹಿಸಿದ್ದರು. bbox=[720, 1031, 911, 1211]
column-rule bbox=[902, 406, 903, 980]
story-text: ಗೌರಿಬಿದನೂರು ತಾಲೂಕಿನ 296 ಗ್ರಾಮಗಳಿಗೆ ಕೇಂದ್ರ ಮತ್ತು ರಾಜ್ಯ ಸರ್ಕಾರದ 102 ಕೋಟಿ ರೂ. ಅನುದಾನದಲ್ಲಿ ಜಲಜೀವನ್ ಮಿಷನ್ ಜಾರಿಯಾಗಿದೆ. ಪ್ರತಿ ಮನೆಗೆ ನಳ ಸಂಪರ್ಕದ ಮೂಲಕ ಶುದ್ಧ ಕುಡಿಯುವ ನೀರು ಒದಗಿಸುವುದು ನಮ್ಮ ಉದ್ದೇಶ ಎಂದು ಸಂಸದ ಡಾ.ಕೆ.ಸುಧಾಕರ್ ಹೇಳಿದರು. ಅಕಾಲಿಕ ಮಳೆಯಿಂದ ಹಾನಿಗೊಳಗಾದ ರಾಗಿ ಬೆಳೆ ಪ್ರದೇಶಗಳಿಗೆ ಭೇಟಿ ನೀಡಿ ಪರಿಶೀಲಿಸಿದ ಅವರು, ರೈತರಿಗೆ ಸೂಕ್ತ ಪರಿಹಾರ ದೊರಕಿಸಿಕೊಡಲು ಕ್ರಮ ಕೈಗೊಳ್ಳುವುದಾಗಿ ಭರವಸೆ ನೀಡಿದರು. ತಾಲೂಕಿನ ವಿವಿಧ ಗ್ರಾಮಗಳಲ್ಲಿ ಅಭಿವೃದ್ಧಿ ಕಾಮಗಾರಿಗಳಿಗೆ ಚಾಲನೆ ನೀಡಿ ಮಾತನಾಡಿದ ಅವರು, ಕೇಂದ್ರ ಸರ್ಕಾರದ ಯೋಜನೆಗಳು ಗ್ರಾಮೀಣ ಭಾಗದ ಜನರಿಗೆ ತಲುಪಬೇಕು. ಅಧಿಕಾರಿಗಳು ಕಾಮಗಾರಿಗಳನ್ನು ಗುಣಮಟ್ಟದಿಂದ ನಿಗದಿತ ಅವಧಿಯೊಳಗೆ ಪೂರ್ಣಗೊಳಿಸಬೇಕು ಎಂದು ಸೂಚಿಸಿದರು. ಈ ಸಂದರ್ಭದಲ್ಲಿ ಜಿಲ್ಲಾ ಮಟ್ಟದ ಅಧಿಕಾರಿಗಳು, ಪಕ್ಷದ ಮುಖಂಡರು ಹಾಗೂ ಗ್ರಾಮಸ್ಥರು ಉಪಸ್ಥಿತರಿದ್ದರು. bbox=[294, 709, 873, 828]
lead-kicker: ಗ್ರಾಮಗಳಿಗೆ ಜಲಜೀವನ್ ಮಿಷನ್‌ನಲ್ಲಿ ಕುಡಿಯುವ ನೀರು: ಸಂಸದ bbox=[292, 406, 704, 430]
land-sidebox bbox=[1120, 610, 1326, 760]
story-body: • ಬಾಗೇಪಲ್ಲಿ: ಕನ್ನಡ ಕಾರ್ಯಕ್ರಮಗಳು ಮಕ್ಕಳ ಸಾಂಸ್ಕೃತಿಕ ಅಭಿವೃದ್ಧಿಗೆ ಮತ್ತು ಕನ್ನಡ ಭಾಷಾ ಪ್ರೇಮವನ್ನು ಬೆಳೆಸಲು ಸಹಕಾರಿ. ಪ್ರತಿ ವರ್ಷ ನವೆಂಬರ್ ತಿಂಗಳಲ್ಲಿ ಶಾಲಾ ಕಾಲೇಜುಗಳಲ್ಲಿ ಕನ್ನಡ ರಾಜ್ಯೋತ್ಸವ ಆಚರಿಸಿ ನಾಡು ನುಡಿಯ ಹಿರಿಮೆ ಸಾರಬೇಕು. ಕನ್ನಡ ಸಾಹಿತ್ಯ ಪರಿಷತ್ತು ಗ್ರಾಮೀಣ ಪ್ರತಿಭೆಗಳಿಗೆ ವೇದಿಕೆ ಕಲ್ಪಿಸುತ್ತಿದೆ. ವಿದ್ಯಾರ್ಥಿಗಳು ಓದುವ ಹವ್ಯಾಸ ಬೆಳೆಸಿಕೊಂಡು ಕನ್ನಡದ ಶ್ರೇಷ್ಠ ಕೃತಿಗಳನ್ನು ಅಧ್ಯಯನ ಮಾಡಬೇಕು ಎಂದು ಕಸಾಪ ಅಧ್ಯಕ್ಷರು ಹೇಳಿದರು. ಕಾರ್ಯಕ್ರಮದಲ್ಲಿ ವಿದ್ಯಾರ್ಥಿಗಳಿಗೆ ಪ್ರಬಂಧ, ಭಾಷಣ, ಚಿತ್ರಕಲಾ ಸ್ಪರ್ಧೆಗಳನ್ನು ಏರ್ಪಡಿಸಲಾಗಿತ್ತು. ವಿಜೇತರಿಗೆ ಬಹುಮಾನ ವಿತರಿಸಲಾಯಿತು. ಶಾಲೆಯ ಮುಖ್ಯ ಶಿಕ್ಷಕರು, ಶಿಕ್ಷಕ ವೃಂದ ಹಾಗೂ ಪೋಷಕರು ಉಪಸ್ಥಿತರಿದ್ದರು. bbox=[294, 1033, 698, 1137]
kirusuddi-label bbox=[110, 104, 174, 129]
box-title: ರೈತರಿಗೆ ನ್ಯಾಯ ಸಿಗಲಿ bbox=[1126, 616, 1229, 634]
cyan-dot bbox=[140, 1997, 151, 2008]
story-title: ಕೈ ಕಚ್ಚಾಟದಿಂದ ಬಿಜೆಪಿಗೆ ವರ: ಗುಡರ್ಲಹಳ್ಳಿ ರಾಜಣ್ಣ bbox=[718, 1293, 1158, 1323]
kannada-photo bbox=[294, 1348, 696, 1528]
story-title: ಸ್ವಂತ ಜಮೀನಿಗೆ ನಕಲಿ ದಾಖಲೆ ಸೃಷ್ಟಿಸಿದ ಆರೋಪಿಗಳನ್ನು ಬಂಧಿಸಿ bbox=[946, 408, 1293, 472]
story-title: ಅಲ್ಪಸಂಖ್ಯಾತರ ಶಾಲೆಗೆ ಗಣ್ಯರಿಂದ ಭೂಮಿಪೂಜೆ bbox=[718, 987, 1151, 1021]
story-text: ಚಿಕ್ಕಬಳ್ಳಾಪುರ ವಿಧಾನಸಭಾ ಕ್ಷೇತ್ರದ ಮಂಚೇನಹಳ್ಳಿ ಹಾಗೂ ಸುತ್ತಮುತ್ತಲಿನ ಪ್ರದೇಶಗಳಲ್ಲಿ ಮಳೆಯಿಂದ ರಾಗಿ ಬೆಳೆ ಸಂಪೂರ್ಣ ನಾಶವಾಗಿದೆ. ಕೃಷಿ ಇಲಾಖೆ ಅಧಿಕಾರಿಗಳು ಸಮೀಕ್ಷೆ ನಡೆಸಿ ವರದಿ ಸಲ್ಲಿಸಬೇಕು. ಬೆಳೆ ವಿಮೆ ಯೋಜನೆಯಡಿ ರೈತರಿಗೆ ಶೀಘ್ರ ಪರಿಹಾರ ದೊರೆಯುವಂತೆ ಕ್ರಮ ವಹಿಸಲಾಗುವುದು ಎಂದರು. bbox=[700, 724, 892, 813]
bjp-body bbox=[720, 1334, 910, 1574]
quote-author: ರಾಮಚಂದ್ರಪ್ಪ, ಮಾಜಿ ಗ್ರಾ.ಪಂ. ಸದಸ್ಯ bbox=[468, 1754, 592, 1766]
accent-bar bbox=[1323, 16, 1329, 60]
box-body: ಗೌರಿಬಿದನೂರು ತಾಲೂಕಿನ 296 ಗ್ರಾಮಗಳಿಗೆ ಕೇಂದ್ರ ಮತ್ತು ರಾಜ್ಯ ಸರ್ಕಾರದ 102 ಕೋಟಿ ರೂ. ಅನುದಾನದಲ್ಲಿ ಜಲಜೀವನ್ ಮಿಷನ್ ಜಾರಿಯಾಗಿದೆ. ಎಚ್.ಎನ್.ವ್ಯಾಲಿ 66 ಕೋಟಿ ರೂ. ಯೋಜನೆಗೆ ಶಂಕುಸ್ಥಾಪನೆ ನೆರವೇರಿಸಿದ ಕುಡಿಯುವ ನೀರಿನ ಯೋಜನೆಗಳಿಗೆ ಹೆಚ್ಚು ಆದ್ಯತೆ ನೀಡಲಾಗಿದೆ. bbox=[722, 557, 883, 635]
gratuity-story bbox=[600, 94, 985, 217]
column-rule bbox=[708, 988, 709, 1578]
box-title: ಆರೋಪ ಸತ್ಯಕ್ಕೆ ದೂರ bbox=[1120, 1684, 1227, 1702]
temp-max-label: ಗರಿಷ್ಠ bbox=[925, 24, 945, 37]
nomination-body bbox=[36, 1676, 246, 1986]
story-subhead: ಬೆಳೆ ಹಾನಿ ಪರಿಹಾರ: bbox=[700, 709, 892, 737]
magenta-dot bbox=[844, 1997, 855, 2008]
story-body: • ಬಾಗೇಪಲ್ಲಿ: ಸ್ವಂತ ಸ್ವಾಧೀನಾನುಭವದ ಜಮೀನಿಗೆ ನಕಲಿ ದಾಖಲೆಗಳನ್ನು ಸೃಷ್ಟಿಸಿ ಅಕ್ರಮ ಮಾಡಿರುವ ಆರೋಪಿಗಳನ್ನು ಬಂಧಿಸಬೇಕು ಮತ್ತು ನಕಲಿ ದಾಖಲೆಗಳನ್ನು ರದ್ದುಗೊಳಿಸಬೇಕು ಎಂದು ಒತ್ತಾಯಿಸಿ ರೈತರು ತಾಲೂಕು ಕಚೇರಿ ಬಳಿ ಪ್ರತಿಭಟನೆ ನಡೆಸಿದರು. ನಾಡಕಚೇರಿ ಸಿಬ್ಬಂದಿ ಹಾಗೂ ಮಧ್ಯವರ್ತಿಗಳು ಶಾಮೀಲಾಗಿ ಸರ್ವೆ ನಂ. 116 ರ 2.30 ಎಕರೆ ಜಮೀನಿಗೆ ನಕಲಿ ದಾಖಲೆ ತಯಾರಿಸಿದ್ದಾರೆ. ರೈತರ ಹಿತ ಕಾಪಾಡಲು ಅಧಿಕಾರಿಗಳು ತಕ್ಷಣ ತನಿಖೆ ನಡೆಸಿ ತಪ್ಪಿತಸ್ಥರ ವಿರುದ್ಧ ಕಾನೂನು ಕ್ರಮ ಜರುಗಿಸಬೇಕು ಎಂದು ಆಗ್ರಹಿಸಿದರು. ರೈತ ಸಂಘದ ಮುಖಂಡರು ಹಾಗೂ ನೊಂದ ಕುಟುಂಬದ ಸದಸ್ಯರು ಪಾಲ್ಗೊಂಡಿದ್ದರು. ಮನವಿ ಸ್ವೀಕರಿಸಿದ ತಹಶೀಲ್ದಾರ್ ಅವರು ಪರಿಶೀಲಿಸಿ ಸೂಕ್ತ ಕ್ರಮ ಕೈಗೊಳ್ಳುವ ಭರವಸೆ ನೀಡಿದರು. bbox=[912, 489, 1112, 669]
story-body: • ಚಿಕ್ಕಬಳ್ಳಾಪುರ: ಜಿಲ್ಲಾ ಆಸ್ಪತ್ರೆಯಲ್ಲಿ ವಿಶ್ವ ಪಾರ್ಶ್ವವಾಯು ದಿನಾಚರಣೆ ಅಂಗವಾಗಿ ಜಾಗೃತಿ ಕಾರ್ಯಕ್ರಮ ನಡೆಯಿತು. ವೈದ್ಯರು ಪಾರ್ಶ್ವವಾಯುವಿನ ಲಕ್ಷಣಗಳು, ತಕ್ಷಣದ ಚಿಕಿತ್ಸೆಯ ಮಹತ್ವ ಹಾಗೂ ಆರೋಗ್ಯಕರ ಜೀವನಶೈಲಿ ಕುರಿತು ಮಾಹಿತಿ ನೀಡಿದರು. bbox=[34, 498, 270, 556]
photo-caption: ಬಾಗೇಪಲ್ಲಿ ನಗರದಲ್ಲಿ ನಡೆದ ಶಾಲೆಗೊಂದು ಕಾರ್ಯಕ್ರಮದಲ್ಲಿ ಕಸಾಪ ಅಧ್ಯಕ್ಷ ಡಾ.ಚೆನ್ನಕೃಷ್ಣಪ್ಪ ವಾರದಮಧ್ಯ ಭಾಗವಹಿಸಿದ್ದರು. bbox=[294, 1533, 660, 1562]
story-text: ಸ್ವಂತ ಸ್ವಾಧೀನಾನುಭವದ ಜಮೀನಿಗೆ ನಕಲಿ ದಾಖಲೆಗಳನ್ನು ಸೃಷ್ಟಿಸಿ ಅಕ್ರಮ ಮಾಡಿರುವ ಆರೋಪಿಗಳನ್ನು ಬಂಧಿಸಬೇಕು ಮತ್ತು ನಕಲಿ ದಾಖಲೆಗಳನ್ನು ರದ್ದುಗೊಳಿಸಬೇಕು ಎಂದು ಒತ್ತಾಯಿಸಿ ರೈತರು ತಾಲೂಕು ಕಚೇರಿ ಬಳಿ ಪ್ರತಿಭಟನೆ ನಡೆಸಿದರು. ನಾಡಕಚೇರಿ ಸಿಬ್ಬಂದಿ ಹಾಗೂ ಮಧ್ಯವರ್ತಿಗಳು ಶಾಮೀಲಾಗಿ ಸರ್ವೆ ನಂ. 116 ರ 2.30 ಎಕರೆ ಜಮೀನಿಗೆ ನಕಲಿ ದಾಖಲೆ ತಯಾರಿಸಿದ್ದಾರೆ. ರೈತರ ಹಿತ ಕಾಪಾಡಲು ಅಧಿಕಾರಿಗಳು ತಕ್ಷಣ ತನಿಖೆ ನಡೆಸಿ ತಪ್ಪಿತಸ್ಥರ ವಿರುದ್ಧ ಕಾನೂನು ಕ್ರಮ ಜರುಗಿಸಬೇಕು ಎಂದು ಆಗ್ರಹಿಸಿದರು. ರೈತ ಸಂಘದ ಮುಖಂಡರು ಹಾಗೂ ನೊಂದ ಕುಟುಂಬದ ಸದಸ್ಯರು ಪಾಲ್ಗೊಂಡಿದ್ದರು. ಮನವಿ ಸ್ವೀಕರಿಸಿದ ತಹಶೀಲ್ದಾರ್ ಅವರು ಪರಿಶೀಲಿಸಿ ಸೂಕ್ತ ಕ್ರಮ ಕೈಗೊಳ್ಳುವ ಭರವಸೆ ನೀಡಿದರು. bbox=[912, 489, 1112, 669]
photo-timestamp: 2:44 PM bbox=[1248, 304, 1289, 315]
column-rule bbox=[278, 90, 279, 1580]
cyan-dot bbox=[470, 1997, 481, 2008]
